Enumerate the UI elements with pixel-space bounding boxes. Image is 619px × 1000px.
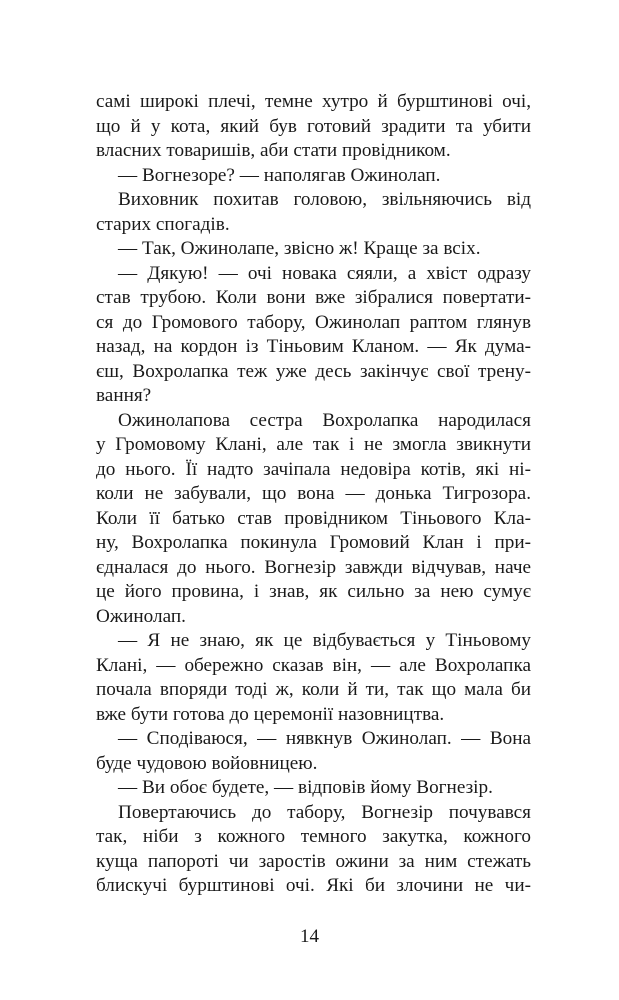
text-line: у Громовому Клані, але так і не змогла звикнути	[96, 434, 531, 455]
text-line: — Так, Ожинолапе, звісно ж! Краще за всіх.	[118, 238, 481, 259]
text-line: Коли її батько став провідником Тіньового Кла-	[96, 507, 531, 529]
text-line: блискучі бурштинові очі. Які би злочини не чи-	[96, 875, 531, 896]
text-line: почала впоряди тоді ж, коли й ти, так що мала би	[96, 679, 531, 700]
text-line: — Сподіваюся, — нявкнув Ожинолап. — Вона	[118, 728, 531, 749]
text-line: Виховник похитав головою, звільняючись від	[118, 189, 531, 210]
text-line: — Я не знаю, як це відбувається у Тіньовому	[118, 630, 531, 651]
text-line: єдналася до нього. Вогнезір завжди відчував, наче	[96, 556, 531, 578]
text-line: Клані, — обережно сказав він, — але Вохролапка	[96, 654, 531, 676]
text-line: назад, на кордон із Тіньовим Кланом. — Як дума-	[96, 336, 531, 357]
text-line: куща папороті чи заростів ожини за ним стежать	[96, 850, 531, 872]
text-line: це його провина, і знав, як сильно за нею сумує	[96, 581, 531, 602]
text-line: старих спогадів.	[96, 213, 230, 235]
text-line: буде чудовою войовницею.	[96, 752, 318, 774]
text-line: що й у кота, який був готовий зрадити та убити	[96, 115, 531, 137]
text-line: так, ніби з кожного темного закутка, кожного	[96, 826, 531, 847]
text-line: власних товаришів, аби стати провідником.	[96, 140, 451, 161]
text-line: Повертаючись до табору, Вогнезір почувався	[118, 801, 531, 823]
text-line: єш, Вохролапка теж уже десь закінчує свої трену-	[96, 360, 531, 382]
text-line: Ожинолапова сестра Вохролапка народилася	[118, 409, 531, 431]
text-line: коли не забували, що вона — донька Тигрозора.	[96, 483, 531, 504]
page-number: 14	[300, 926, 319, 947]
text-line: — Ви обоє будете, — відповів йому Вогнезір.	[118, 777, 493, 798]
text-line: самі широкі плечі, темне хутро й бурштинові очі,	[96, 91, 531, 112]
book-page-text	[96, 90, 531, 899]
text-line: — Вогнезоре? — наполягав Ожинолап.	[118, 164, 441, 186]
text-line: вже бути готова до церемонії назовництва.	[96, 703, 445, 725]
text-line: ся до Громового табору, Ожинолап раптом глянув	[96, 311, 531, 333]
text-line: став трубою. Коли вони вже зібралися повертати-	[96, 287, 531, 308]
text-line: Ожинолап.	[96, 605, 186, 627]
text-line: — Дякую! — очі новака сяяли, а хвіст одразу	[118, 262, 531, 284]
text-line: до нього. Її надто зачіпала недовіра котів, які ні-	[96, 458, 531, 480]
text-line: вання?	[96, 385, 152, 406]
text-line: ну, Вохролапка покинула Громовий Клан і при-	[96, 532, 531, 553]
